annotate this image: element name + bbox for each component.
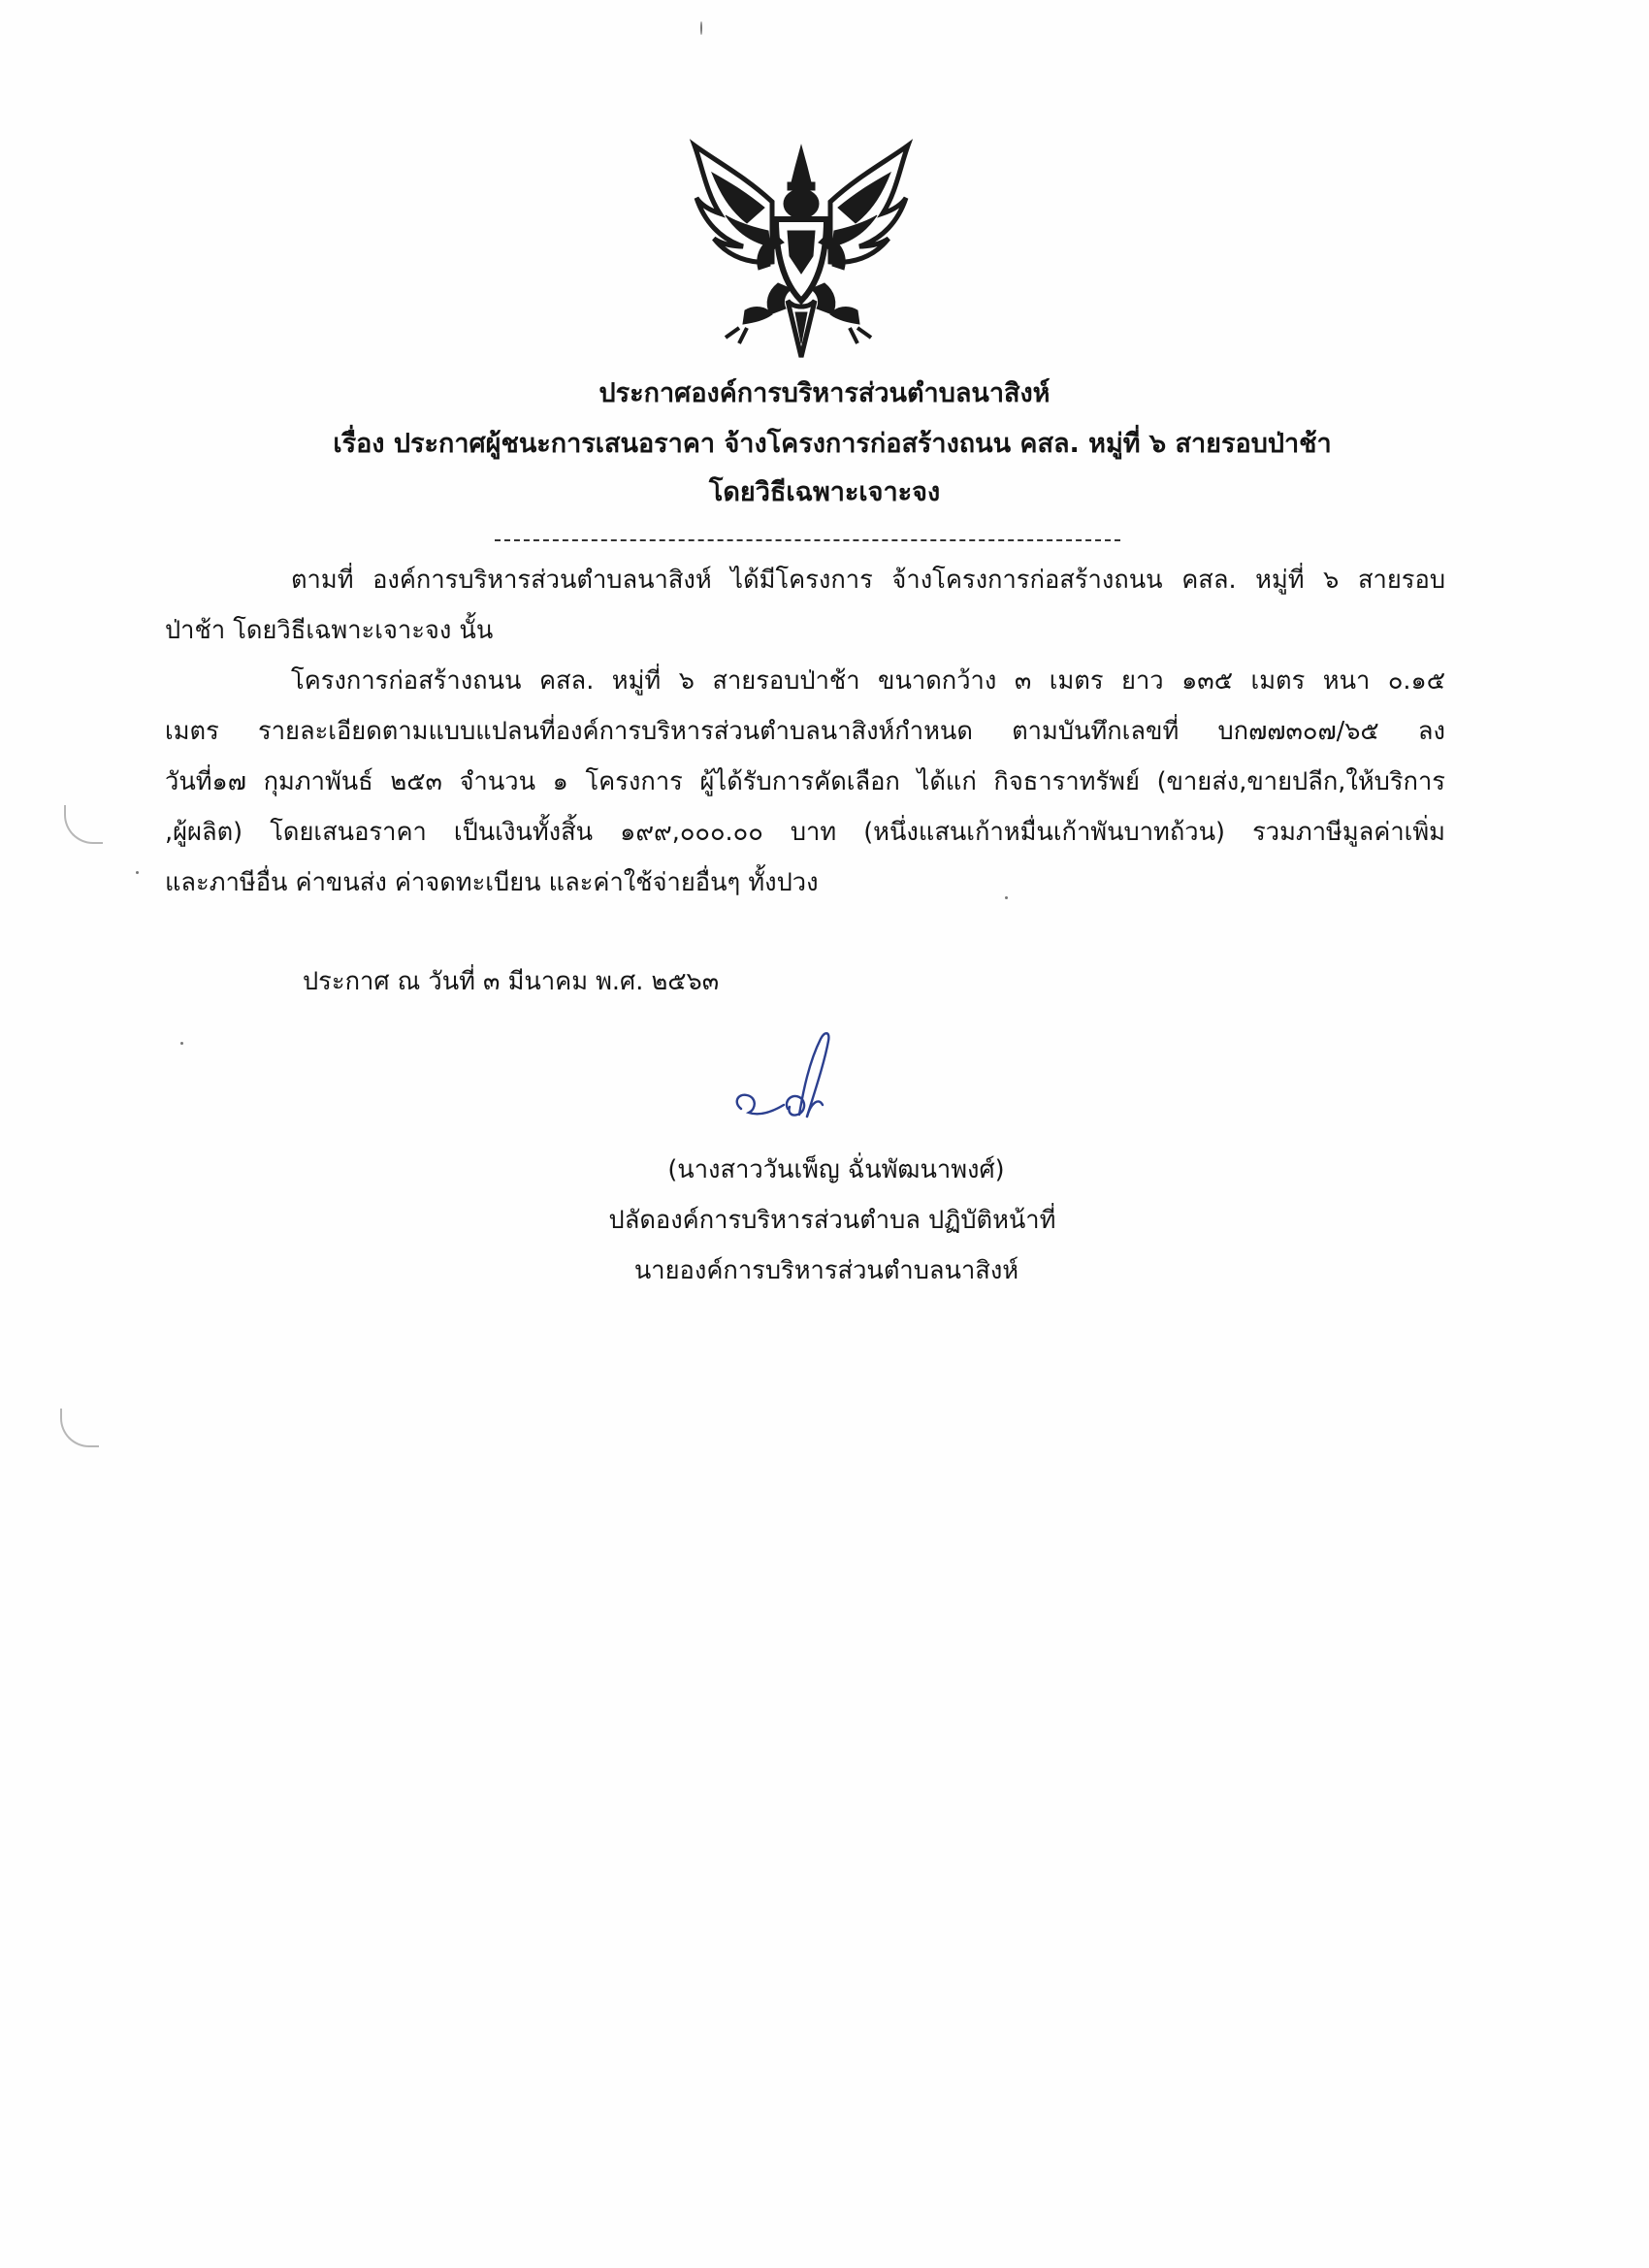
scan-speck xyxy=(1005,896,1008,899)
scan-speck xyxy=(136,871,139,874)
body-line-7: และภาษีอื่น ค่าขนส่ง ค่าจดทะเบียน และค่าใช้จ่ายอื่นๆ ทั้งปวง xyxy=(165,868,819,897)
scan-speck xyxy=(180,1042,183,1045)
procurement-method: โดยวิธีเฉพาะเจาะจง xyxy=(708,477,941,507)
body-line-3: โครงการก่อสร้างถนน คสล. หมู่ที่ ๖ สายรอบป่าช้า ขนาดกว้าง ๓ เมตร ยาว ๑๓๕ เมตร หนา ๐.๑๕ xyxy=(291,666,1445,696)
signature-icon xyxy=(728,1023,863,1135)
punch-hole-mark xyxy=(64,805,103,844)
punch-hole-mark xyxy=(60,1409,99,1447)
body-line-1: ตามที่ องค์การบริหารส่วนตำบลนาสิงห์ ได้มีโครงการ จ้างโครงการก่อสร้างถนน คสล. หมู่ที่ ๖ สายรอบ xyxy=(291,566,1445,595)
body-line-4: เมตร รายละเอียดตามแบบแปลนที่องค์การบริหารส่วนตำบลนาสิงห์กำหนด ตามบันทึกเลขที่ บก๗๗๓๐๗/๖๕ ลง xyxy=(165,717,1445,746)
dashed-divider xyxy=(495,539,1120,541)
signatory-position: ปลัดองค์การบริหารส่วนตำบล ปฏิบัติหน้าที่ xyxy=(608,1206,1056,1235)
body-line-5: วันที่๑๗ กุมภาพันธ์ ๒๕๓ จำนวน ๑ โครงการ ผู้ได้รับการคัดเลือก ได้แก่ กิจธาราทรัพย์ (ขายส่ง,ขายปลีก,ให้บริการ xyxy=(165,767,1445,796)
body-line-6: ,ผู้ผลิต) โดยเสนอราคา เป็นเงินทั้งสิ้น ๑๙๙,๐๐๐.๐๐ บาท (หนึ่งแสนเก้าหมื่นเก้าพันบาทถ้วน) รวมภาษีมูลค่าเพิ่ม xyxy=(165,818,1445,847)
document-subject: เรื่อง ประกาศผู้ชนะการเสนอราคา จ้างโครงการก่อสร้างถนน คสล. หมู่ที่ ๖ สายรอบป่าช้า xyxy=(333,429,1332,459)
garuda-emblem-icon xyxy=(687,138,916,367)
signatory-name: (นางสาววันเพ็ญ ฉั่นพัฒนาพงศ์) xyxy=(667,1155,1005,1184)
signatory-organization: นายองค์การบริหารส่วนตำบลนาสิงห์ xyxy=(633,1256,1019,1285)
body-line-2: ป่าช้า โดยวิธีเฉพาะเจาะจง นั้น xyxy=(165,616,494,645)
document-title: ประกาศองค์การบริหารส่วนตำบลนาสิงห์ xyxy=(598,378,1051,408)
scan-speck xyxy=(700,21,702,35)
announcement-date: ประกาศ ณ วันที่ ๓ มีนาคม พ.ศ. ๒๕๖๓ xyxy=(303,967,720,996)
